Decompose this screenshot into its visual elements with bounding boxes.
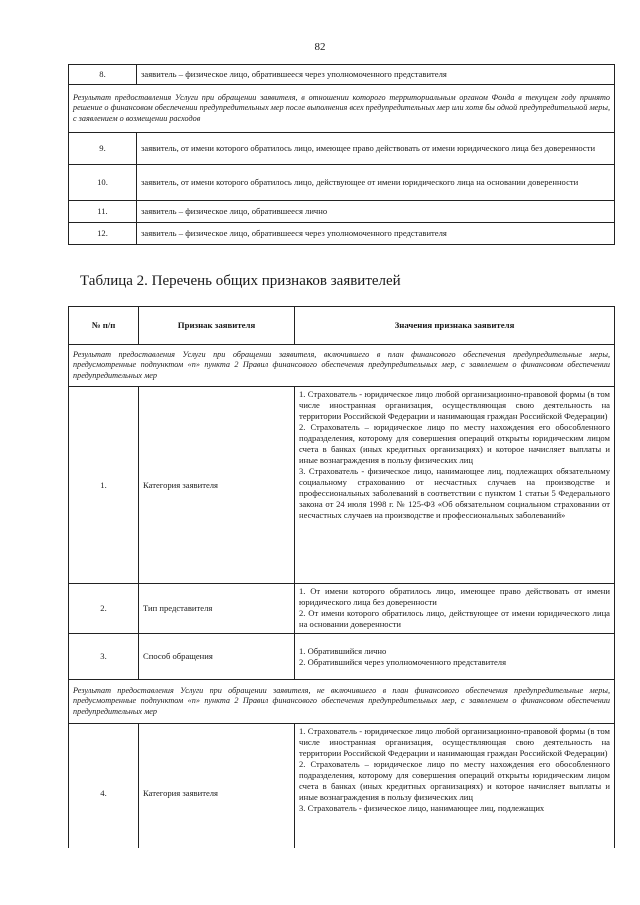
row-attribute: Категория заявителя bbox=[139, 724, 295, 849]
row-number: 3. bbox=[69, 634, 139, 680]
row-number: 2. bbox=[69, 584, 139, 634]
table-row bbox=[69, 133, 615, 165]
value-item: 2. Страхователь – юридическое лицо по месту нахождения его обособленного подразделения, которому для совершения операций открыты юридическим лицом счета в банках (иных кредитных организациях) и которое начисляет выплаты и иные вознаграждения в пользу физических лиц bbox=[299, 422, 610, 465]
table-row bbox=[69, 65, 615, 85]
applicant-attributes-table bbox=[68, 306, 615, 848]
row-number: 9. bbox=[69, 133, 137, 165]
row-number: 10. bbox=[69, 165, 137, 201]
row-values bbox=[295, 634, 615, 680]
section-row bbox=[69, 680, 615, 724]
header-attr: Признак заявителя bbox=[139, 307, 295, 345]
page-number: 82 bbox=[314, 41, 326, 53]
table-row bbox=[69, 201, 615, 223]
row-values bbox=[295, 387, 615, 584]
table-row bbox=[69, 387, 615, 584]
section-row bbox=[69, 345, 615, 387]
table-row bbox=[69, 634, 615, 680]
value-item: 3. Страхователь - физическое лицо, нанимающее лиц, подлежащих bbox=[299, 803, 545, 813]
value-item: 2. Обратившийся через уполномоченного представителя bbox=[299, 656, 507, 667]
value-item: 2. От имени которого обратилось лицо, действующее от имени юридического лица на основании доверенности bbox=[299, 608, 610, 629]
row-text: заявитель, от имени которого обратилось лицо, имеющее право действовать от имени юридического лица без доверенности bbox=[137, 133, 615, 165]
value-item: 3. Страхователь - физическое лицо, нанимающее лиц, подлежащих обязательному социальному страхованию от несчастных случаев на производстве и профессиональных заболеваний в соответствии с пунктом 1 статьи 5 Федерального закона от 24 июля 1998 г. № 125-ФЗ «Об обязательном социальном страховании от несчастных случаев на производстве и профессиональных заболеваний» bbox=[299, 466, 610, 520]
row-values bbox=[295, 584, 615, 634]
value-item: 1. Страхователь - юридическое лицо любой организационно-правовой формы (в том числе иностранная организация, осуществляющая свою деятельность на территории Российской Федерации и нанимающая граждан Российской Федерации) bbox=[299, 389, 610, 421]
table-title: Таблица 2. Перечень общих признаков заявителей bbox=[80, 273, 401, 289]
header-num: № п/п bbox=[69, 307, 139, 345]
section-text: Результат предоставления Услуги при обращении заявителя, не включившего в план финансового обеспечения предупредительные меры, предусмотренные подпунктом «п» пункта 2 Правил финансового обеспечения предупредительных мер, с заявлением о финансовом обеспечении предупредительных мер bbox=[69, 680, 615, 724]
section-row bbox=[69, 85, 615, 133]
row-number: 1. bbox=[69, 387, 139, 584]
header-row bbox=[69, 307, 615, 345]
applicant-variants-table bbox=[68, 64, 615, 245]
row-number: 11. bbox=[69, 201, 137, 223]
row-attribute: Категория заявителя bbox=[139, 387, 295, 584]
value-item: 2. Страхователь – юридическое лицо по месту нахождения его обособленного подразделения, которому для совершения операций открыты юридическим лицом счета в банках (иных кредитных организациях) и которое начисляет выплаты и иные вознаграждения в пользу физических лиц bbox=[299, 759, 610, 802]
row-text: заявитель – физическое лицо, обратившееся лично bbox=[137, 201, 615, 223]
value-item: 1. От имени которого обратилось лицо, имеющее право действовать от имени юридического лица без доверенности bbox=[299, 586, 610, 607]
table-row bbox=[69, 223, 615, 245]
row-values bbox=[295, 724, 615, 849]
row-text: заявитель, от имени которого обратилось лицо, действующее от имени юридического лица на основании доверенности bbox=[137, 165, 615, 201]
section-text: Результат предоставления Услуги при обращении заявителя, включившего в план финансового обеспечения предупредительные меры, предусмотренные подпунктом «п» пункта 2 Правил финансового обеспечения предупредительных мер, с заявлением о финансовом обеспечении предупредительных мер bbox=[69, 345, 615, 387]
row-attribute: Способ обращения bbox=[139, 634, 295, 680]
row-text: заявитель – физическое лицо, обратившееся через уполномоченного представителя bbox=[137, 65, 615, 85]
row-number: 12. bbox=[69, 223, 137, 245]
row-number: 8. bbox=[69, 65, 137, 85]
section-text: Результат предоставления Услуги при обращении заявителя, в отношении которого территориальным органом Фонда в текущем году принято решение о финансовом обеспечении предупредительных мер после выполнения всех предупредительных мер или хотя бы одной предупредительной меры, с заявлением о возмещении расходов bbox=[69, 85, 615, 133]
table-row bbox=[69, 165, 615, 201]
row-text: заявитель – физическое лицо, обратившееся через уполномоченного представителя bbox=[137, 223, 615, 245]
table-row bbox=[69, 724, 615, 849]
row-number: 4. bbox=[69, 724, 139, 849]
value-item: 1. Обратившийся лично bbox=[299, 645, 387, 656]
header-values: Значения признака заявителя bbox=[295, 307, 615, 345]
table-row bbox=[69, 584, 615, 634]
value-item: 1. Страхователь - юридическое лицо любой организационно-правовой формы (в том числе иностранная организация, осуществляющая свою деятельность на территории Российской Федерации и нанимающая граждан Российской Федерации) bbox=[299, 726, 610, 758]
row-attribute: Тип представителя bbox=[139, 584, 295, 634]
